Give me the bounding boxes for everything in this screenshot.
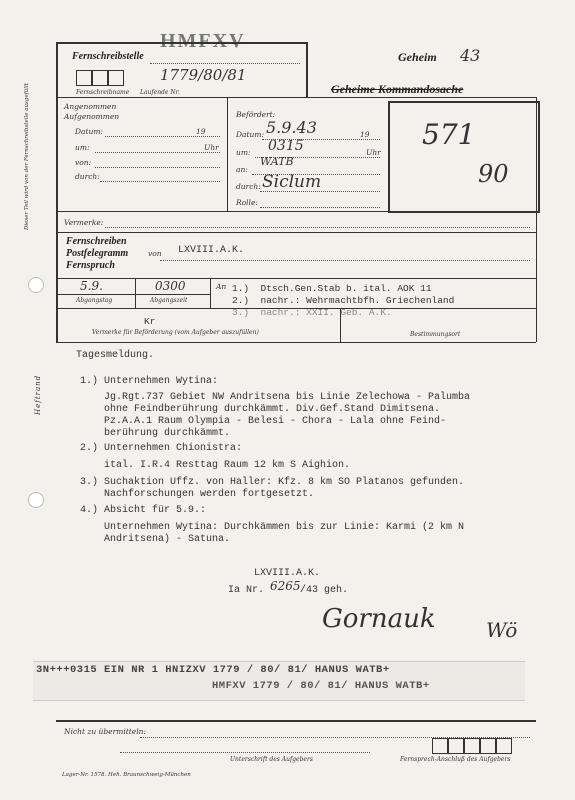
sent-label: Befördert: (236, 110, 276, 119)
sign-ref-number: 6265 (270, 579, 301, 593)
station-name-box-1 (76, 70, 92, 86)
punch-hole-bottom (28, 492, 44, 508)
sent-role-label: Rolle: (236, 198, 258, 207)
right-number-1: 571 (422, 118, 476, 151)
from-label: von (148, 249, 162, 258)
station-name-box-2 (92, 70, 108, 86)
item-1-line-3: Pz.A.A.1 Raum Olympia - Belesi - Chora - Lala ohne Feind- (104, 416, 447, 427)
dispatch-time-label: Abgangszeit (150, 297, 188, 304)
item-3-heading: 3.) Suchaktion Uffz. von Haller: Kfz. 8 km SO Platanos gefunden. (80, 477, 465, 488)
margin-word: Heftrand (34, 374, 42, 415)
received-label-1: Angenommen (64, 102, 117, 111)
sent-at-label: um: (236, 148, 251, 157)
phone-box-4 (480, 738, 496, 754)
phone-box-5 (496, 738, 512, 754)
received-at-label: um: (75, 143, 90, 152)
top-stamp: HMFXV (160, 30, 246, 52)
sent-to-value: WATB (260, 155, 294, 168)
dispatch-notes-label: Vermerke für Beförderung (vom Aufgeber auszufüllen) (92, 329, 259, 336)
sent-date-value: 5.9.43 (266, 118, 317, 137)
printer-note: Lager-Nr. 1578. Heh. Braunschweig-München (62, 772, 191, 778)
phone-box-2 (448, 738, 464, 754)
sent-uhr: Uhr (366, 148, 381, 157)
sign-unit: LXVIII.A.K. (254, 568, 321, 579)
received-year: 19 (196, 127, 206, 136)
classification-label: Geheime Kommandosache (331, 82, 464, 96)
station-name-box-3 (108, 70, 124, 86)
recipient-3: 3.) nachr.: XXII. Geb. A.K. (232, 307, 392, 318)
item-3-line-1: Nachforschungen werden fortgesetzt. (104, 489, 315, 500)
signature: Gornauk (322, 604, 436, 634)
secret-number: 43 (460, 46, 481, 65)
received-from-label: von: (75, 158, 92, 167)
serial-label: Laufende Nr. (140, 89, 180, 96)
kr-mark: Kr (144, 316, 156, 327)
sign-ref-prefix: Ia Nr. (228, 585, 265, 596)
phone-box-3 (464, 738, 480, 754)
received-uhr: Uhr (204, 143, 219, 152)
phone-box-1 (432, 738, 448, 754)
item-1-line-1: Jg.Rgt.737 Gebiet NW Andritsena bis Linie Zelechowa - Palumba (104, 392, 471, 403)
recipient-2: 2.) nachr.: Wehrmachtbfh. Griechenland (232, 295, 455, 306)
item-1-heading: 1.) Unternehmen Wytina: (80, 376, 219, 387)
punch-hole-top (28, 277, 44, 293)
tape-line-2: HMFXV 1779 / 80/ 81/ HANUS WATB+ (212, 680, 430, 692)
dispatch-time: 0300 (155, 279, 186, 293)
received-label-2: Aufgenommen (64, 112, 120, 121)
serial-value: 1779/80/81 (160, 66, 247, 84)
sent-via-signature: Siclum (262, 172, 322, 192)
received-date-label: Datum: (75, 127, 103, 136)
right-number-2: 90 (478, 160, 509, 188)
form-type-2: Postfelegramm (66, 248, 129, 259)
sent-via-label: durch: (236, 182, 261, 191)
item-1-line-2: ohne Feindberührung durchkämmt. Div.Gef.Stand Dimitsena. (104, 404, 441, 415)
form-type-1: Fernschreiben (66, 236, 127, 247)
from-value: LXVIII.A.K. (178, 245, 245, 256)
dispatch-day-label: Abgangstag (76, 297, 113, 304)
sent-year: 19 (360, 130, 370, 139)
dispatch-day: 5.9. (80, 279, 103, 293)
not-transmit-label: Nicht zu übermitteln: (64, 727, 146, 736)
sign-ref-suffix: /43 geh. (300, 585, 349, 596)
item-1-line-4: berührung durchkämmt. (104, 428, 231, 439)
received-via-label: durch: (75, 172, 100, 181)
phone-label: Fernsprech-Anschluß des Aufgebers (400, 756, 511, 763)
item-2-line-1: ital. I.R.4 Resttag Raum 12 km S Aighion. (104, 460, 351, 471)
station-name-label: Fernschreibname (76, 89, 130, 96)
item-4-line-1: Unternehmen Wytina: Durchkämmen bis zur Linie: Karmi (2 km N (104, 522, 465, 533)
recipient-1: 1.) Dtsch.Gen.Stab b. ital. AOK 11 (232, 283, 432, 294)
tape-line-1: 3N+++0315 EIN NR 1 HNIZXV 1779 / 80/ 81/ HANUS WATB+ (36, 664, 390, 676)
sent-date-label: Datum: (236, 130, 264, 139)
initials: Wö (486, 618, 518, 642)
remarks-label: Vermerke: (64, 218, 104, 227)
secret-label: Geheim (398, 50, 437, 64)
item-4-line-2: Andritsena) - Satuna. (104, 534, 231, 545)
station-label: Fernschreibstelle (72, 51, 144, 62)
sent-at-value: 0315 (268, 138, 304, 154)
sent-to-label: an: (236, 165, 248, 174)
signature-label: Unterschrift des Aufgebers (230, 756, 313, 763)
form-type-3: Fernspruch (66, 260, 115, 271)
body-title: Tagesmeldung. (76, 350, 155, 361)
item-2-heading: 2.) Unternehmen Chionistra: (80, 443, 243, 454)
margin-note: Dieser Teil wird von der Fernschreibstelle ausgefüllt (24, 83, 30, 230)
item-4-heading: 4.) Absicht für 5.9.: (80, 505, 207, 516)
destination-label: Bestimmungsort (410, 331, 461, 338)
dispatch-to-label: An (216, 282, 227, 291)
